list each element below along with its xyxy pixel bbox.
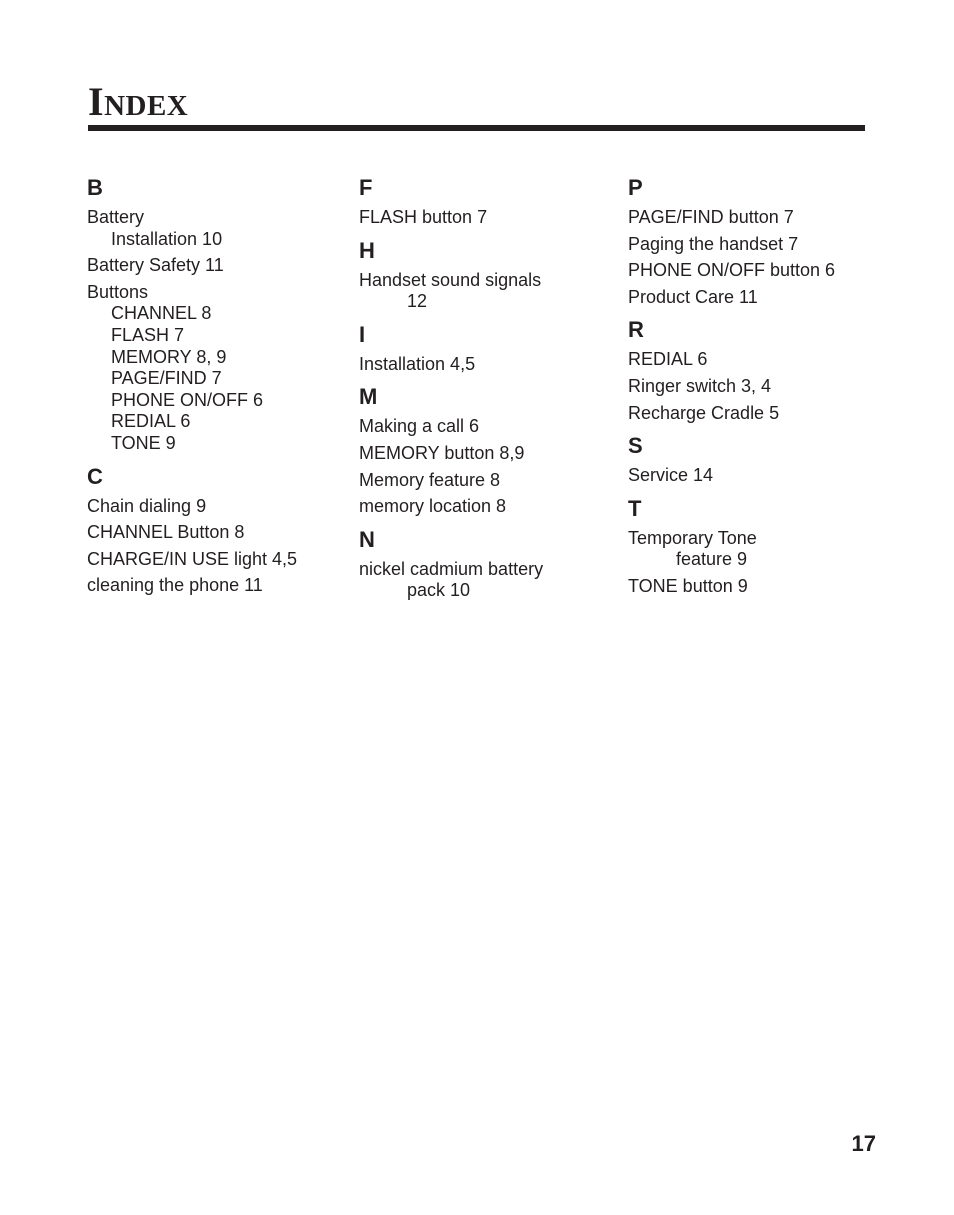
index-section xyxy=(87,465,337,597)
section-letter: C xyxy=(87,463,103,489)
index-subentry: CHANNEL 8 xyxy=(111,303,212,324)
index-section xyxy=(87,176,337,455)
index-entry-text: REDIAL 6 xyxy=(628,349,708,370)
index-entry xyxy=(628,403,878,425)
index-entry-continuation: pack 10 xyxy=(407,580,471,601)
index-entry xyxy=(628,376,878,398)
index-entry-text: FLASH button 7 xyxy=(359,207,488,227)
index-section xyxy=(359,528,609,602)
index-entry-text: Ringer switch 3, 4 xyxy=(628,375,772,396)
index-entry-text: memory location 8 xyxy=(359,496,507,517)
section-letter: P xyxy=(628,175,643,200)
index-entry xyxy=(628,287,878,309)
index-entry-text: PAGE/FIND button 7 xyxy=(628,207,794,227)
index-entry xyxy=(359,443,609,465)
index-section xyxy=(628,318,878,424)
page-title xyxy=(88,79,189,124)
index-subentry: TONE 9 xyxy=(111,432,176,453)
index-entry xyxy=(87,496,337,518)
index-entry-text: CHARGE/IN USE light 4,5 xyxy=(87,548,298,569)
section-letter: T xyxy=(628,495,642,521)
index-entry-text: CHANNEL Button 8 xyxy=(87,522,245,543)
section-letter: I xyxy=(359,321,366,347)
index-entry-text: Chain dialing 9 xyxy=(87,495,207,516)
section-letter: M xyxy=(359,384,378,410)
index-section xyxy=(359,323,609,376)
index-entry-text: Recharge Cradle 5 xyxy=(628,402,780,423)
index-entry-text: Battery xyxy=(87,207,145,227)
section-letter: N xyxy=(359,526,375,552)
index-entry-continuation: feature 9 xyxy=(676,549,748,570)
index-entry xyxy=(359,207,609,229)
page-number: 17 xyxy=(851,1131,876,1156)
index-entry xyxy=(359,470,609,492)
section-letter: H xyxy=(359,237,375,263)
index-entry xyxy=(87,255,337,277)
index-entry xyxy=(628,207,878,229)
index-entry-text: Battery Safety 11 xyxy=(87,255,224,276)
index-entry xyxy=(628,260,878,282)
index-subentry: PHONE ON/OFF 6 xyxy=(111,389,264,410)
page-title-rest: NDEX xyxy=(104,90,189,122)
index-section xyxy=(628,176,878,308)
index-entry xyxy=(87,522,337,544)
index-subentry: Installation 10 xyxy=(111,228,223,249)
index-section xyxy=(628,434,878,487)
index-entry-text: cleaning the phone 11 xyxy=(87,575,263,596)
index-entry-text: Installation 4,5 xyxy=(359,353,476,374)
index-entry-text: Temporary Tone xyxy=(628,527,757,548)
index-section xyxy=(628,497,878,598)
index-entry-text: Handset sound signals xyxy=(359,269,542,290)
index-entry-text: Buttons xyxy=(87,281,149,302)
title-rule xyxy=(88,125,865,131)
index-entry-continuation: 12 xyxy=(407,291,428,312)
index-entry-text: Paging the handset 7 xyxy=(628,233,799,254)
index-entry xyxy=(628,528,878,571)
index-subentry: REDIAL 6 xyxy=(111,411,191,432)
index-entry xyxy=(87,282,337,455)
index-entry-text: Service 14 xyxy=(628,465,714,486)
index-subentry: PAGE/FIND 7 xyxy=(111,368,222,389)
index-entry-text: Memory feature 8 xyxy=(359,469,501,490)
index-entry-text: Making a call 6 xyxy=(359,416,480,437)
index-subentry: FLASH 7 xyxy=(111,324,185,345)
index-subentry: MEMORY 8, 9 xyxy=(111,346,227,367)
index-entry-text: TONE button 9 xyxy=(628,575,748,596)
page-title-initial: I xyxy=(88,79,105,124)
index-entry xyxy=(359,354,609,376)
index-entry xyxy=(359,270,609,313)
section-letter: R xyxy=(628,317,644,343)
index-entry xyxy=(87,207,337,250)
index-entry xyxy=(628,465,878,487)
index-section xyxy=(359,176,609,229)
index-entry xyxy=(359,496,609,518)
index-entry-text: MEMORY button 8,9 xyxy=(359,442,525,463)
index-entry xyxy=(87,549,337,571)
index-section xyxy=(359,239,609,313)
index-entry-text: nickel cadmium battery xyxy=(359,558,544,579)
index-entry xyxy=(628,576,878,598)
index-entry xyxy=(87,575,337,597)
index-column-3 xyxy=(628,176,878,603)
index-entry xyxy=(628,349,878,371)
section-letter: S xyxy=(628,433,643,459)
index-entry-text: Product Care 11 xyxy=(628,286,758,307)
section-letter: F xyxy=(359,175,373,200)
index-entry-text: PHONE ON/OFF button 6 xyxy=(628,260,836,281)
index-entry xyxy=(359,416,609,438)
index-entry xyxy=(359,559,609,602)
index-column-1 xyxy=(87,176,337,602)
section-letter: B xyxy=(87,175,103,200)
index-section xyxy=(359,385,609,517)
index-column-2 xyxy=(359,176,609,607)
index-entry xyxy=(628,234,878,256)
